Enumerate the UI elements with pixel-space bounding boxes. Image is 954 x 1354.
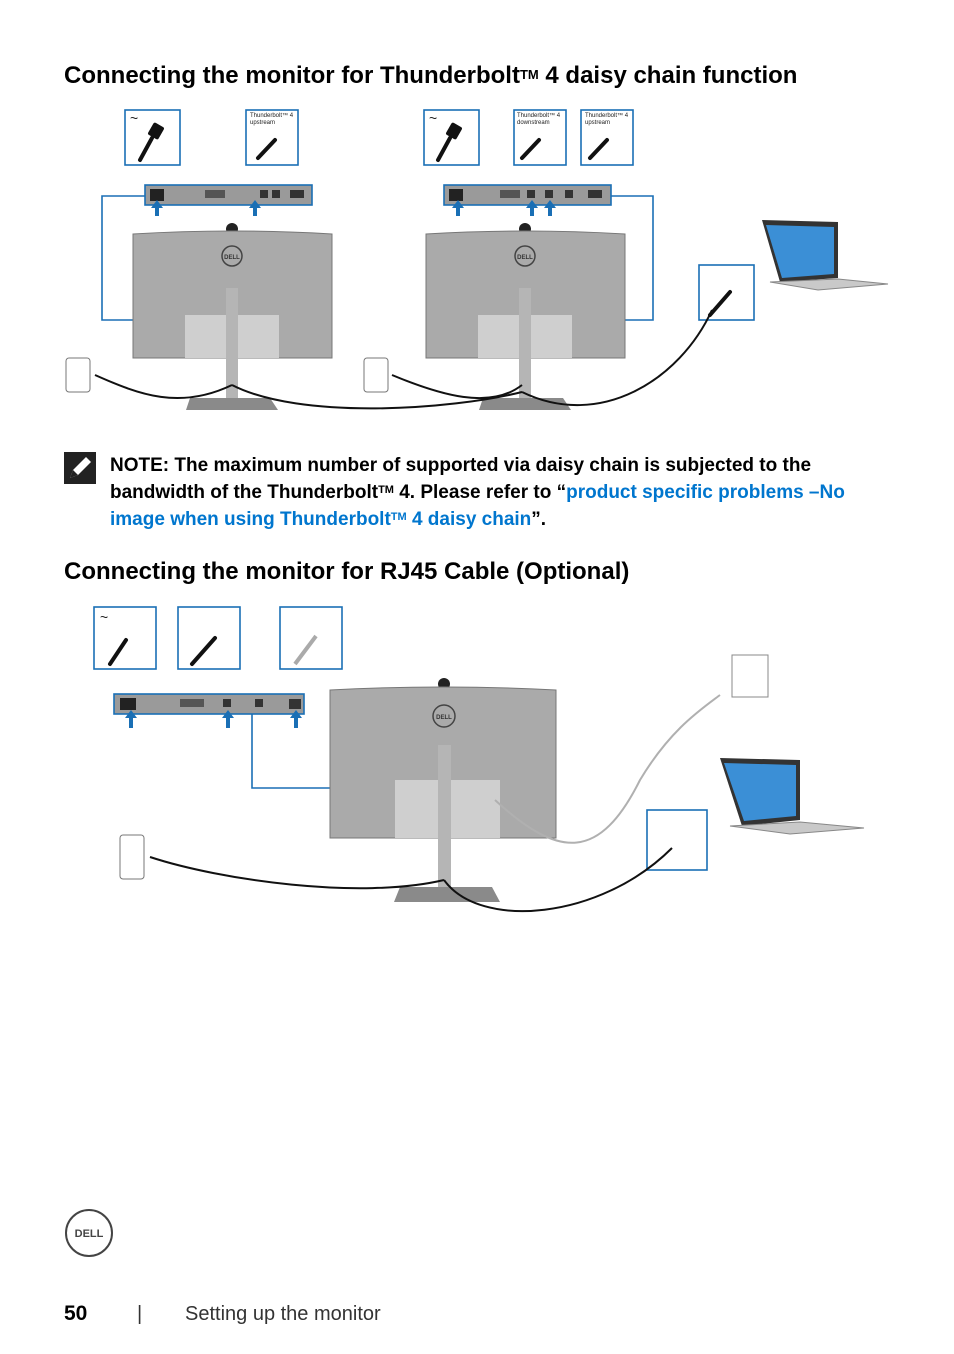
port-strip-right bbox=[444, 185, 611, 205]
svg-text:DELL: DELL bbox=[224, 255, 240, 261]
note-link[interactable]: product specific problems –No image when using Thunderbolt™ 4 daisy chain bbox=[110, 482, 845, 530]
rj45-diagram bbox=[0, 600, 954, 920]
note-paragraph: NOTE: The maximum number of supported via daisy chain is subjected to the bandwidth of the Thunderbolt™ 4. Please refer to “product specific problems –No image when using Thunderbolt™ 4 daisy chain”. bbox=[110, 455, 845, 530]
footer-separator: | bbox=[137, 1303, 143, 1325]
port-strip-rj45 bbox=[114, 694, 304, 714]
svg-text:DELL: DELL bbox=[517, 255, 533, 261]
monitor-left bbox=[133, 223, 332, 410]
svg-text:upstream: upstream bbox=[250, 120, 276, 126]
wall-ethernet-jack bbox=[732, 655, 768, 697]
svg-text:downstream: downstream bbox=[517, 120, 550, 126]
laptop bbox=[762, 220, 888, 290]
dell-logo bbox=[64, 1208, 114, 1258]
wall-outlet-rj45 bbox=[120, 835, 144, 879]
svg-text:~: ~ bbox=[100, 609, 109, 625]
section1-title: Connecting the monitor for Thunderbolt™ 4 daisy chain function bbox=[64, 62, 798, 89]
svg-text:upstream: upstream bbox=[585, 120, 611, 126]
monitor-rj45 bbox=[330, 678, 556, 902]
svg-text:~: ~ bbox=[429, 110, 438, 126]
daisy-chain-diagram bbox=[0, 100, 954, 420]
svg-text:DELL: DELL bbox=[74, 1228, 104, 1240]
wall-outlet-right bbox=[364, 358, 388, 392]
port-strip-left bbox=[145, 185, 312, 205]
page-number: 50 bbox=[64, 1302, 88, 1325]
note-pencil-icon bbox=[64, 452, 96, 484]
svg-text:~: ~ bbox=[130, 110, 139, 126]
svg-text:Thunderbolt™ 4: Thunderbolt™ 4 bbox=[250, 113, 294, 119]
svg-text:Thunderbolt™ 4: Thunderbolt™ 4 bbox=[517, 113, 561, 119]
laptop-rj45 bbox=[720, 758, 864, 834]
section2-title: Connecting the monitor for RJ45 Cable (Optional) bbox=[64, 558, 630, 585]
svg-text:Thunderbolt™ 4: Thunderbolt™ 4 bbox=[585, 113, 629, 119]
monitor-right bbox=[426, 223, 625, 410]
svg-text:DELL: DELL bbox=[436, 715, 452, 721]
footer-section-title: Setting up the monitor bbox=[185, 1303, 381, 1325]
wall-outlet-left bbox=[66, 358, 90, 392]
